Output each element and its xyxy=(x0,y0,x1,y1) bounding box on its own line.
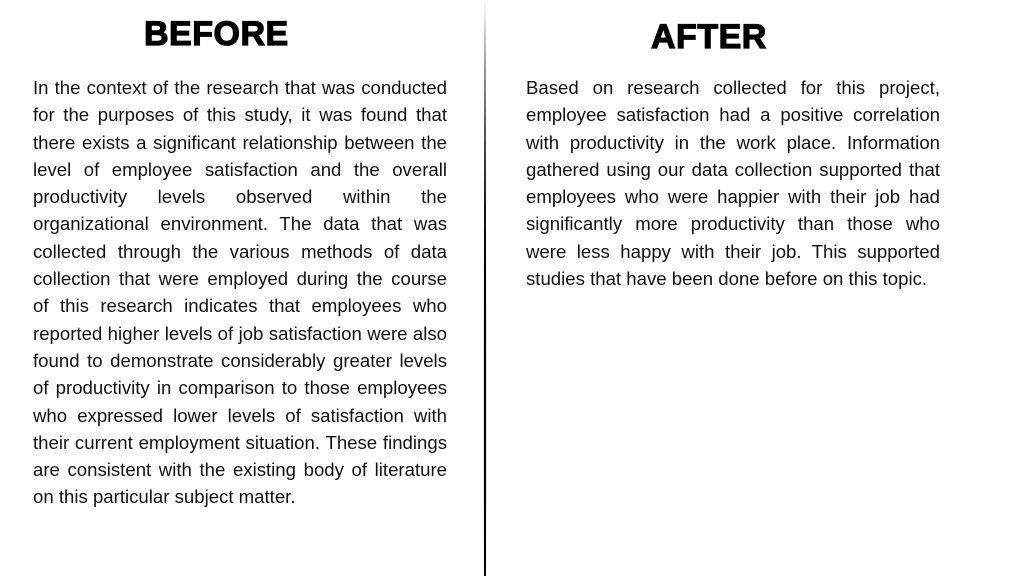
center-divider xyxy=(483,0,487,576)
after-heading: AFTER xyxy=(651,18,767,56)
after-paragraph: Based on research collected for this project, employee satisfaction had a positive correlation with productivity in the work place. Information gathered using our data collection supported that employees who were happier with their job had significantly more productivity than those who were less happy with their job. This supported studies that have been done before on this topic. xyxy=(526,77,940,290)
before-paragraph: In the context of the research that was conducted for the purposes of this study, it was found that there exists a significant relationship between the level of employee satisfaction and the overall productivity levels observed within the organizational environment. The data that was collected through the various methods of data collection that were employed during the course of this research indicates that employees who reported higher levels of job satisfaction were also found to demonstrate considerably greater levels of productivity in comparison to those employees who expressed lower levels of satisfaction with their current employment situation. These findings are consistent with the existing body of literature on this particular subject matter. xyxy=(33,77,447,508)
before-heading: BEFORE xyxy=(144,15,289,53)
